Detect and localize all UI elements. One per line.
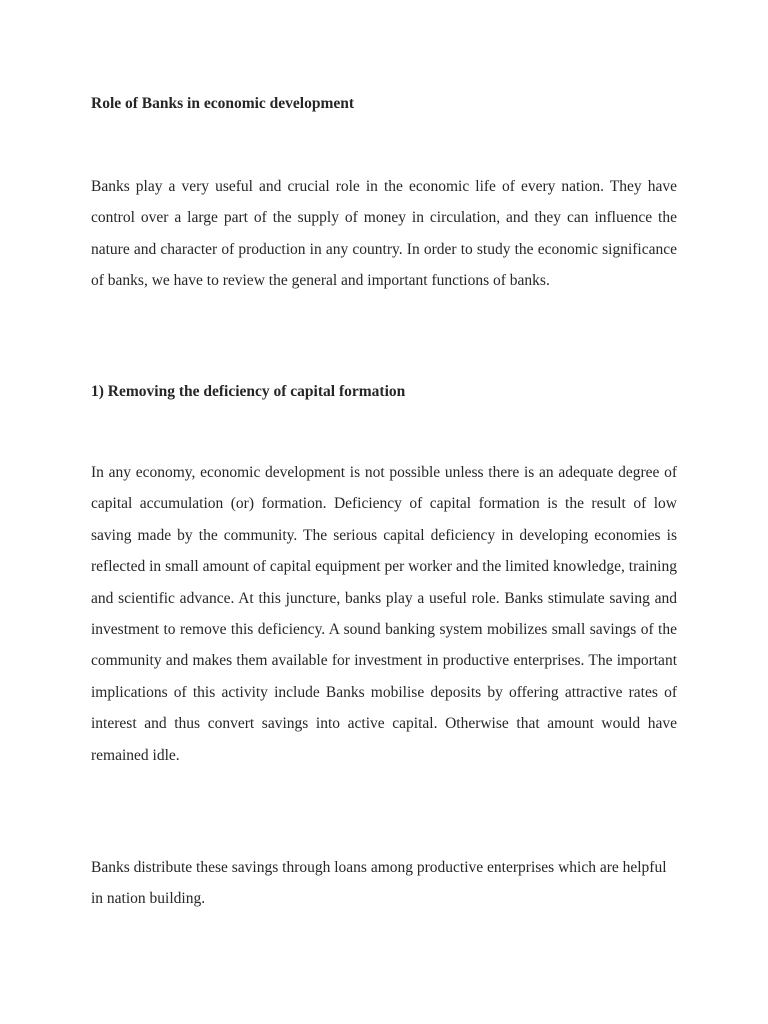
section-paragraph: Banks distribute these savings through loans among productive enterprises which are helpful in nation building. xyxy=(91,859,667,908)
section-paragraph: In any economy, economic development is not possible unless there is an adequate degree of capital accumulation (or) formation. Deficiency of capital formation is the result of low saving made by the community. The serious capital deficiency in developing economies is reflected in small amount of capital equipment per worker and the limited knowledge, training and scientific advance. At this juncture, banks play a useful role. Banks stimulate saving and investment to remove this deficiency. A sound banking system mobilizes small savings of the community and makes them available for investment in productive enterprises. The important implications of this activity include Banks mobilise deposits by offering attractive rates of interest and thus convert savings into active capital. Otherwise that amount would have remained idle. xyxy=(91,464,677,764)
document-title: Role of Banks in economic development xyxy=(91,95,355,112)
section-heading: 1) Removing the deficiency of capital formation xyxy=(91,383,406,400)
intro-paragraph: Banks play a very useful and crucial role in the economic life of every nation. They have control over a large part of the supply of money in circulation, and they can influence the nature and character of production in any country. In order to study the economic significance of banks, we have to review the general and important functions of banks. xyxy=(91,178,677,290)
